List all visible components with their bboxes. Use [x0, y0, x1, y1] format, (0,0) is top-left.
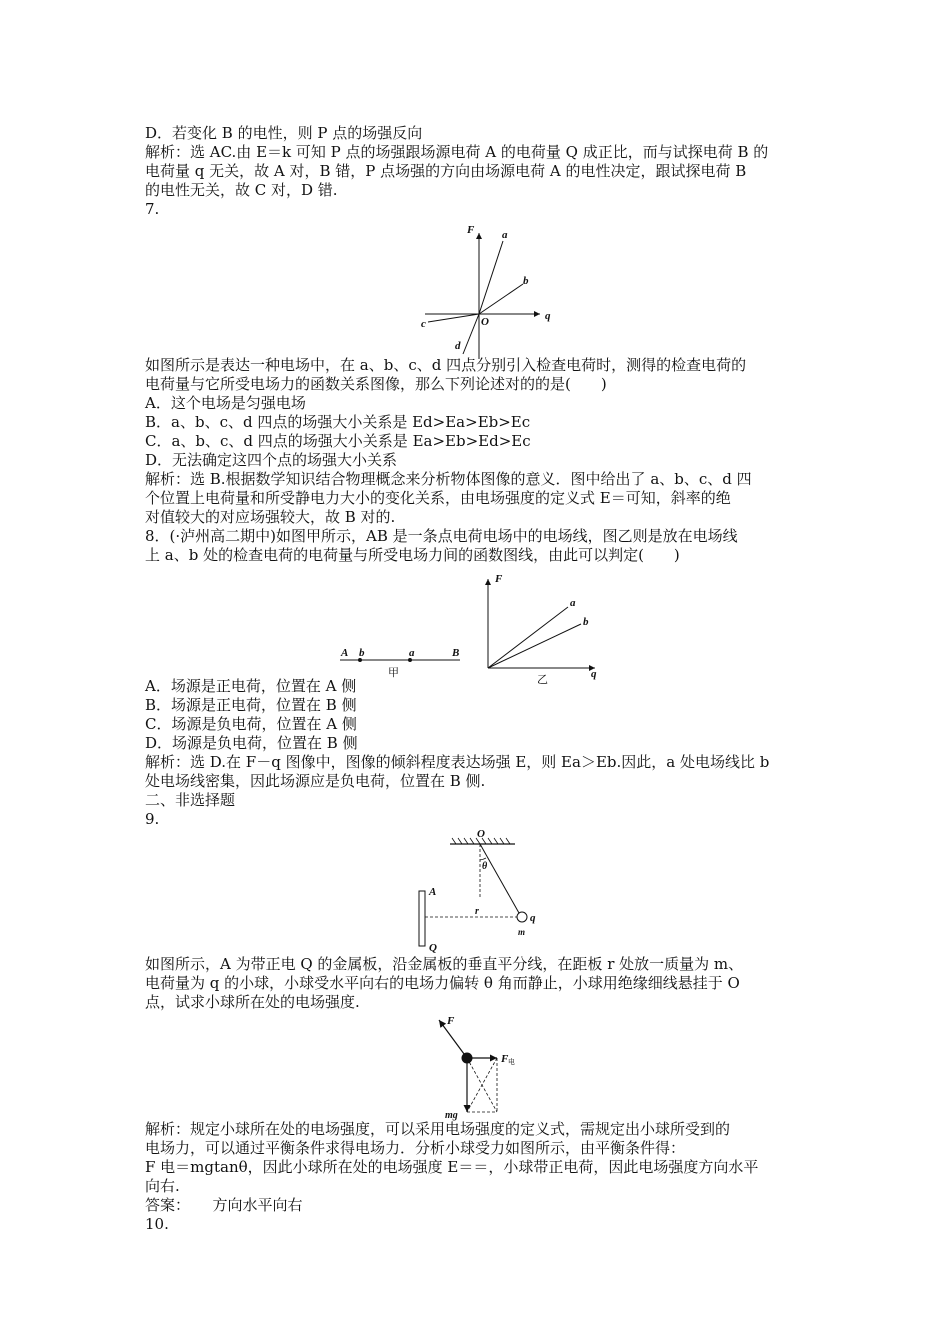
- label-yi: 乙: [537, 673, 548, 686]
- label-b: b: [523, 275, 529, 287]
- label-m: m: [518, 927, 526, 937]
- label-B: B: [452, 647, 460, 659]
- line-c: [428, 314, 479, 322]
- text-line: 电荷量与它所受电场力的函数关系图像，那么下列论述对的的是( ): [145, 375, 607, 393]
- text-line: 解析：规定小球所在处的电场强度，可以采用电场强度的定义式，需规定出小球所受到的: [145, 1120, 731, 1138]
- label-F: F: [495, 573, 503, 585]
- label-line-b: b: [583, 616, 589, 628]
- label-O: O: [481, 316, 489, 328]
- ball: [517, 912, 527, 922]
- label-q: q: [530, 912, 536, 924]
- option-a: A．这个电场是匀强电场: [145, 394, 306, 412]
- question-number: 7.: [145, 200, 160, 218]
- text-line: 解析：选 AC.由 E＝k 可知 P 点的场强跟场源电荷 A 的电荷量 Q 成正比，而与试探电荷 B 的: [145, 143, 769, 161]
- text-line: 对值较大的对应场强较大，故 B 对的.: [145, 508, 396, 526]
- label-line-a: a: [570, 597, 576, 609]
- text-line: 解析：选 B.根据数学知识结合物理概念来分析物体图像的意义．图中给出了 a、b、c、d 四: [145, 470, 752, 488]
- text-line: 解析：选 D.在 F－q 图像中，图像的倾斜程度表达场强 E，则 Ea＞Eb.因此，a 处电场线比 b: [145, 753, 770, 771]
- label-q: q: [591, 668, 597, 680]
- line-b: [488, 624, 581, 668]
- answer-line: 答案： 方向水平向右: [145, 1196, 303, 1214]
- label-a: a: [409, 647, 415, 659]
- text-line: 点，试求小球所在处的电场强度.: [145, 993, 360, 1011]
- label-F: F: [467, 224, 475, 236]
- text-line: 电场力，可以通过平衡条件求得电场力．分析小球受力如图所示，由平衡条件得：: [145, 1139, 686, 1157]
- figure-7-graph: [145, 219, 810, 356]
- line-d: [463, 314, 479, 354]
- label-d: d: [455, 340, 461, 352]
- metal-plate: [419, 891, 425, 946]
- option-c: C．a、b、c、d 四点的场强大小关系是 Ea>Eb>Ed>Ec: [145, 432, 531, 450]
- angle-arc: [480, 858, 486, 860]
- line-a: [479, 241, 503, 314]
- option-b: B．场源是正电荷，位置在 B 侧: [145, 696, 357, 714]
- text-line: 如图所示，A 为带正电 Q 的金属板，沿金属板的垂直平分线，在距板 r 处放一质量为 m、: [145, 955, 744, 973]
- label-jia: 甲: [388, 666, 399, 679]
- text-line: 电荷量 q 无关，故 A 对，B 错，P 点场强的方向由场源电荷 A 的电性决定，跟试探电荷 B: [145, 162, 747, 180]
- text-line: 8．(·泸州高二期中)如图甲所示，AB 是一条点电荷电场中的电场线，图乙则是放在电场线: [145, 527, 738, 545]
- question-number: 9.: [145, 810, 160, 828]
- label-a: a: [502, 229, 508, 241]
- figure-9-force-diagram: [145, 1012, 810, 1120]
- text-line: F 电＝mgtanθ，因此小球所在处的电场强度 E＝＝，小球带正电荷，因此电场强度方向水平: [145, 1158, 759, 1176]
- ball: [462, 1053, 473, 1064]
- option-c: C．场源是负电荷，位置在 A 侧: [145, 715, 357, 733]
- text-line: 的电性无关，故 C 对，D 错.: [145, 181, 338, 199]
- thread: [480, 844, 519, 913]
- label-O: O: [477, 828, 485, 840]
- document-page: [145, 124, 810, 1234]
- figure-9-pendulum: [145, 829, 810, 955]
- text-line: 如图所示是表达一种电场中，在 a、b、c、d 四点分别引入检查电荷时，测得的检查电荷的: [145, 356, 747, 374]
- text-line: D．若变化 B 的电性，则 P 点的场强反向: [145, 124, 423, 142]
- text-line: 向右.: [145, 1177, 180, 1195]
- text-line: 上 a、b 处的检查电荷的电荷量与所受电场力间的函数图线，由此可以判定( ): [145, 546, 680, 564]
- label-theta: θ: [482, 861, 488, 872]
- label-r: r: [475, 906, 479, 917]
- label-F: F: [447, 1015, 455, 1027]
- option-b: B．a、b、c、d 四点的场强大小关系是 Ed>Ea>Eb>Ec: [145, 413, 531, 431]
- label-Fe: F: [501, 1053, 509, 1065]
- option-a: A．场源是正电荷，位置在 A 侧: [145, 677, 357, 695]
- label-A: A: [429, 886, 437, 898]
- section-heading: 二、非选择题: [145, 791, 236, 809]
- label-A: A: [341, 647, 349, 659]
- text-line: 个位置上电荷量和所受静电力大小的变化关系，由电场强度的定义式 E＝可知，斜率的绝: [145, 489, 731, 507]
- line-b: [479, 284, 523, 314]
- label-b: b: [359, 647, 365, 659]
- option-d: D．场源是负电荷，位置在 B 侧: [145, 734, 358, 752]
- line-a: [488, 607, 568, 668]
- label-mg: mg: [445, 1110, 458, 1121]
- label-Fe-sub: 电: [508, 1058, 515, 1066]
- label-Q: Q: [429, 942, 437, 954]
- option-d: D．无法确定这四个点的场强大小关系: [145, 451, 398, 469]
- label-q: q: [545, 310, 551, 322]
- question-number: 10.: [145, 1215, 169, 1233]
- text-line: 电荷量为 q 的小球，小球受水平向右的电场力偏转 θ 角而静止，小球用绝缘细线悬挂于 O: [145, 974, 740, 992]
- label-c: c: [421, 318, 426, 330]
- text-line: 处电场线密集，因此场源应是负电荷，位置在 B 侧.: [145, 772, 486, 790]
